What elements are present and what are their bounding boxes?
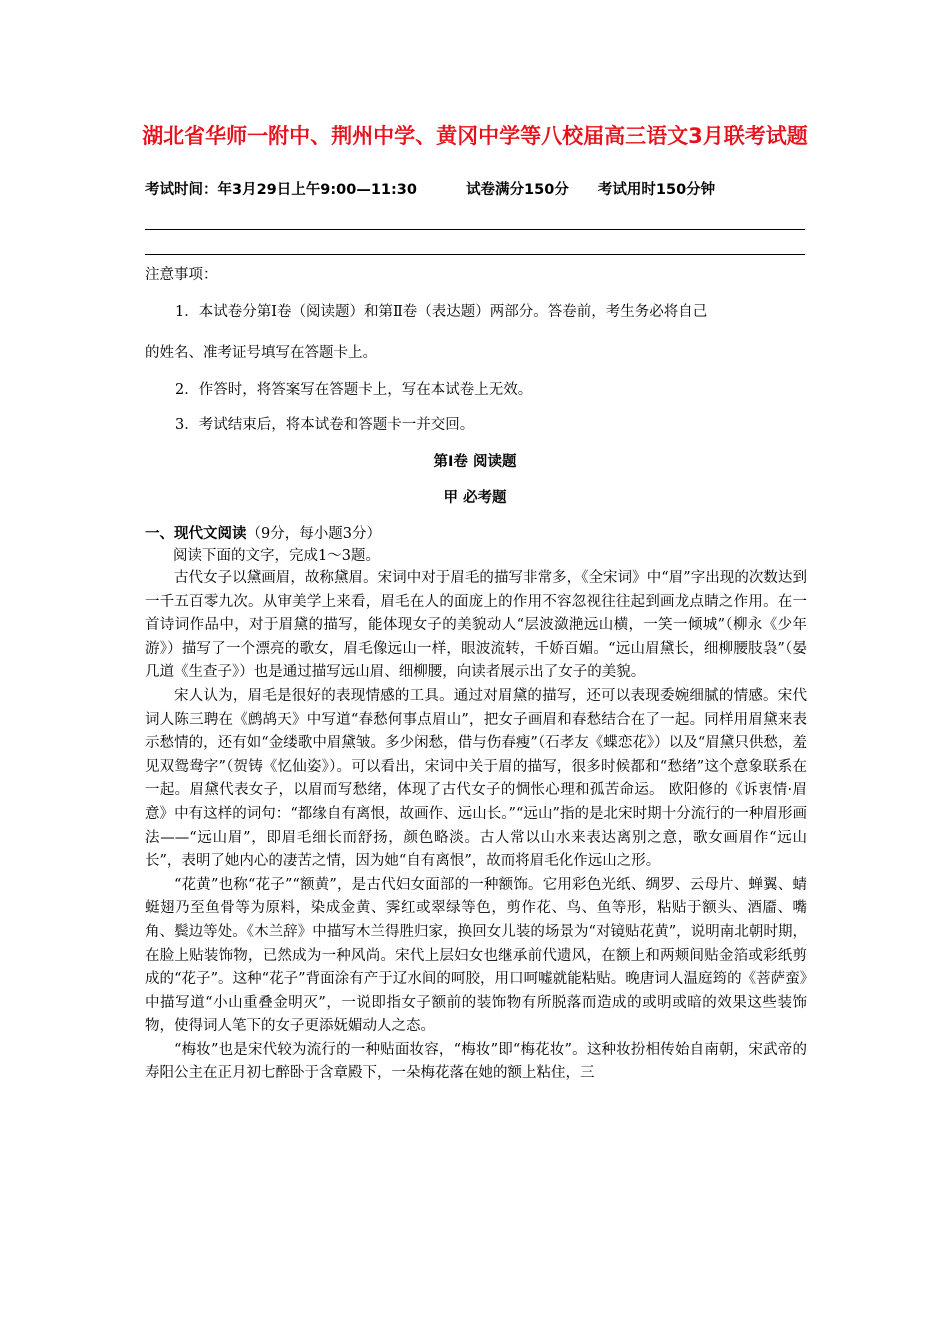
header-rule-top <box>145 229 805 230</box>
exam-time: 考试时间：年3月29日上午9:00—11:30 <box>145 182 417 198</box>
exam-info <box>145 178 715 199</box>
required-section-heading: 甲 必考题 <box>443 490 507 506</box>
passage-paragraph: “梅妆”也是宋代较为流行的一种贴面妆容，“梅妆”即“梅花妆”。这种妆扮相传始自南朝，宋武帝的寿阳公主在正月初七醉卧于含章殿下，一朵梅花落在她的额上粘住，三 <box>145 1041 807 1082</box>
note-item-1: 1．本试卷分第Ⅰ卷（阅读题）和第Ⅱ卷（表达题）两部分。答卷前，考生务必将自己 <box>175 304 708 320</box>
question-instruction: 阅读下面的文字，完成1～3题。 <box>173 548 380 564</box>
question-heading <box>145 522 381 543</box>
notes-title: 注意事项： <box>145 267 218 283</box>
part-one-heading: 第Ⅰ卷 阅读题 <box>433 454 517 470</box>
note-item-1-cont: 的姓名、准考证号填写在答题卡上。 <box>145 345 377 361</box>
passage <box>145 567 807 1086</box>
exam-duration: 考试用时150分钟 <box>597 182 716 198</box>
passage-paragraph: 古代女子以黛画眉，故称黛眉。宋词中对于眉毛的描写非常多，《全宋词》中“眉”字出现的次数达到一千五百零九次。从审美学上来看，眉毛在人的面庞上的作用不容忽视往往起到画龙点睛之作用。在一首诗词作品中，对于眉黛的描写，能体现女子的美貌动人“层波潋滟远山横，一笑一倾城”（柳永《少年游》）描写了一个漂亮的歌女，眉毛像远山一样，眼波流转，千娇百媚。“远山眉黛长，细柳腰肢袅”（晏几道《生查子》）也是通过描写远山眉、细柳腰，向读者展示出了女子的美貌。 <box>145 570 807 681</box>
full-score: 试卷满分150分 <box>466 182 569 198</box>
page-title: 湖北省华师一附中、荆州中学、黄冈中学等八校届高三语文3月联考试题 <box>142 124 808 148</box>
passage-paragraph: “花黄”也称“花子”“额黄”，是古代妇女面部的一种额饰。它用彩色光纸、绸罗、云母片、蝉翼、蜻蜓翅乃至鱼骨等为原料，染成金黄、霁红或翠绿等色，剪作花、鸟、鱼等形，粘贴于额头、酒靥、嘴角、鬓边等处。《木兰辞》中描写木兰得胜归家，换回女儿装的场景为“对镜贴花黄”，说明南北朝时期，在脸上贴装饰物，已然成为一种风尚。宋代上层妇女也继承前代遗风，在额上和两颊间贴金箔或彩纸剪成的“花子”。这种“花子”背面涂有产于辽水间的呵胶，用口呵嘘就能粘贴。晚唐词人温庭筠的《菩萨蛮》中描写道“小山重叠金明灭”，一说即指女子额前的装饰物有所脱落而造成的或明或暗的效果这些装饰物，使得词人笔下的女子更添妩媚动人之态。 <box>145 876 807 1035</box>
passage-paragraph: 宋人认为，眉毛是很好的表现情感的工具。通过对眉黛的描写，还可以表现委婉细腻的情感。宋代词人陈三聘在《鹧鸪天》中写道“春愁何事点眉山”，把女子画眉和春愁结合在了一起。同样用眉黛来表示愁情的，还有如“金缕歌中眉黛皱。多少闲愁，借与伤春瘦”（石孝友《蝶恋花》）以及“眉黛只供愁，羞见双鸳鸯字”（贺铸《忆仙姿》）。可以看出，宋词中关于眉的描写，很多时候都和“愁绪”这个意象联系在一起。眉黛代表女子，以眉而写愁绪，体现了古代女子的惆怅心理和孤苦命运。 欧阳修的《诉衷情·眉意》中有这样的词句：“都缘自有离恨，故画作、远山长。”“远山”指的是北宋时期十分流行的一种眉形画法——“远山眉”，即眉毛细长而舒扬，颜色略淡。古人常以山水来表达离别之意，歌女画眉作“远山长”，表明了她内心的凄苦之情，因为她“自有离恨”，故而将眉毛化作远山之形。 <box>145 687 807 870</box>
question-heading-label: 一、现代文阅读 <box>145 526 247 542</box>
header-rule-bottom <box>145 254 805 255</box>
note-item-2: 2．作答时，将答案写在答题卡上，写在本试卷上无效。 <box>175 382 533 398</box>
note-item-3: 3．考试结束后，将本试卷和答题卡一并交回。 <box>175 417 475 433</box>
question-heading-note: （9分，每小题3分） <box>246 526 381 542</box>
